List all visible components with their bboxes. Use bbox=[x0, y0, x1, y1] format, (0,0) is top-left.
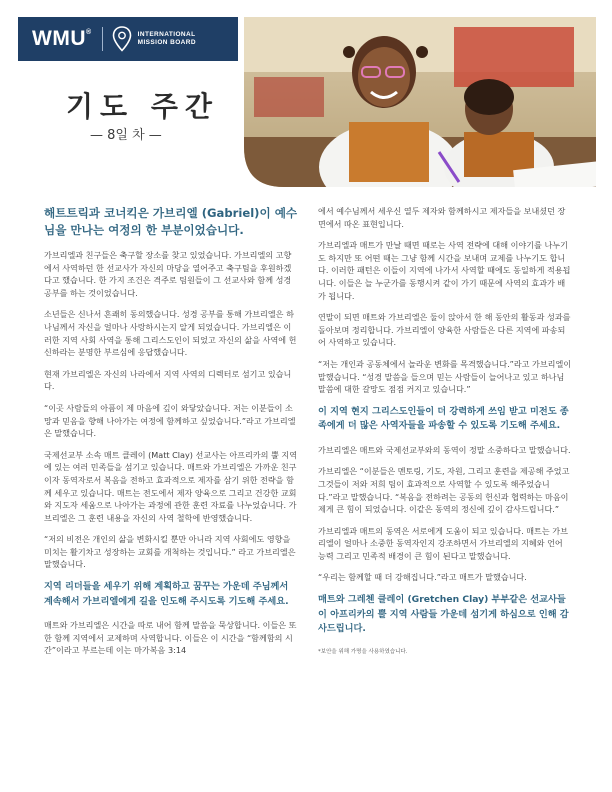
prayer-request: 이 지역 현지 그리스도인들이 더 강력하게 쓰임 받고 미전도 종족에게 더 많은 사역자들을 파송할 수 있도록 기도해 주세요. bbox=[318, 405, 569, 432]
prayer-request: 매트와 그레첸 클레이 (Gretchen Clay) 부부같은 선교사들이 아프리카의 뿔 지역 사람들 가운데 섬기게 하심으로 인해 감사드립니다. bbox=[318, 594, 569, 635]
quote-paragraph: “이곳 사람들의 아픔이 제 마음에 깊이 와닿았습니다. 저는 이분들이 소망과 믿음을 향해 나아가는 여정에 함께하고 싶었습니다.”라고 가브리엘은 말했습니다. bbox=[44, 402, 296, 439]
quote-paragraph: “저의 비전은 개인의 삶을 변화시킬 뿐만 아니라 지역 사회에도 영향을 미치는 활기차고 성장하는 교회를 개척하는 것입니다.” 라고 가브리엘은 말했습니다. bbox=[44, 534, 296, 570]
right-column bbox=[318, 205, 572, 655]
paragraph: 국제선교부 소속 매트 클레이 (Matt Clay) 선교사는 아프리카의 뿔 지역에 있는 여러 민족들을 섬기고 있습니다. 매트와 가브리엘은 가까운 친구이자 동역자로서 복음을 전하고 효과적으로 제자를 삼기 위한 전략을 함께 세우고 있습니다. 매트는 전도에서 제자 양육으로 그리고 건강한 교회와 지도자 세움으로 나아가는 과정에 관한 훈련 자료를 나누었습니다. 가브리엘은 그 훈련 내용을 자신의 사역 철학에 반영했습니다. bbox=[44, 449, 298, 523]
paragraph: 현재 가브리엘은 자신의 나라에서 지역 사역의 디렉터로 섬기고 있습니다. bbox=[44, 368, 292, 392]
header bbox=[0, 0, 612, 190]
paragraph: 가브리엘은 매트와 국제선교부와의 동역이 정말 소중하다고 말했습니다. bbox=[318, 444, 571, 455]
classroom-children-photo bbox=[244, 17, 596, 187]
paragraph: 가브리엘과 매트가 만날 때면 때로는 사역 전략에 대해 이야기를 나누기도 하지만 또 어떤 때는 그냥 함께 시간을 보내며 교제를 나누기도 합니다. 이러한 패턴은 이들이 지역에 나가서 사역할 때에도 동일하게 적용됩니다. 이들은 늘 누군가를 동행시켜 같이 가기 때문에 사역의 효과가 배가 됩니다. bbox=[318, 240, 571, 301]
logo-divider bbox=[102, 27, 103, 51]
lead-heading: 해트트릭과 코너킥은 가브리엘 (Gabriel)이 예수님을 만나는 여정의 한 부분이었습니다. bbox=[44, 206, 298, 237]
paragraph: 매트와 가브리엘은 시간을 따로 내어 함께 말씀을 묵상합니다. 이들은 또한 함께 지역에서 교제하며 사역합니다. 이들은 이 시간을 “함께함의 시간”이라고 부르는데 이는 마가복음 3:14 bbox=[44, 620, 297, 656]
left-column bbox=[44, 205, 298, 666]
logo-bar bbox=[18, 17, 238, 61]
footnote: *보안을 위해 가명을 사용하였습니다. bbox=[318, 648, 408, 655]
paragraph: 연말이 되면 매트와 가브리엘은 둘이 앉아서 한 해 동안의 활동과 성과를 돌아보며 정리합니다. 가브리엘이 양육한 사람들은 다른 지역에 파송되어 사역하고 있습니다. bbox=[318, 312, 571, 348]
quote-paragraph: “우리는 함께할 때 더 강해집니다.”라고 매트가 말했습니다. bbox=[318, 572, 527, 583]
page-title: 기도 주간 bbox=[66, 90, 219, 123]
quote-paragraph: “저는 개인과 공동체에서 놀라운 변화를 목격했습니다.”라고 가브리엘이 말했습니다. “성경 말씀을 들으며 믿는 사람들이 늘어나고 있고 하나님 말씀에 대한 갈망도 점점 커지고 있습니다.” bbox=[318, 358, 572, 395]
prayer-request: 지역 리더들을 세우기 위해 계획하고 꿈꾸는 가운데 주님께서 계속해서 가브리엘에게 길을 인도해 주시도록 기도해 주세요. bbox=[44, 581, 289, 607]
paragraph: 가브리엘과 매트의 동역은 서로에게 도움이 되고 있습니다. 매트는 가브리엘이 얼마나 소중한 동역자인지 강조하면서 가브리엘의 지혜와 언어 능력 그리고 민족적 배경이 큰 힘이 된다고 말했습니다. bbox=[318, 525, 568, 561]
imb-logo-text: INTERNATIONAL MISSION BOARD bbox=[137, 31, 196, 46]
quote-paragraph: 가브리엘은 “이분들은 멘토링, 기도, 자원, 그리고 훈련을 제공해 주었고 그것들이 저와 저희 팀이 효과적으로 사역할 수 있도록 해주었습니다.”라고 말했습니다. “복음을 전하려는 공동의 헌신과 협력하는 마음이 제게 큰 힘이 되었습니다. 이같은 동역의 정신에 깊이 감사드립니다.” bbox=[318, 466, 570, 515]
paragraph: 에서 예수님께서 세우신 열두 제자와 함께하시고 제자들을 보내셨던 장면에서 따온 표현입니다. bbox=[318, 206, 566, 229]
page-subtitle: — 8일 차 — bbox=[90, 128, 162, 143]
paragraph: 가브리엘과 친구들은 축구할 장소를 찾고 있었습니다. 가브리엘의 고향에서 사역하던 한 선교사가 자신의 마당을 열어주고 축구팀을 후원하겠다고 했습니다. 한 가지 조건은 격주로 팀원들이 그 선교사와 함께 성경 공부를 하는 것이었습니다. bbox=[44, 250, 292, 298]
map-pin-icon bbox=[112, 26, 132, 52]
wmu-logo: WMU® bbox=[32, 27, 92, 50]
paragraph: 소년들은 신나서 흔쾌히 동의했습니다. 성경 공부를 통해 가브리엘은 하나님께서 자신을 얼마나 사랑하시는지 알게 되었습니다. 가브리엘은 이러한 지역 사회 사역을 통해 그리스도인이 되었고 자신의 삶을 사역에 헌신하라는 분명한 부르심에 응답했습니다. bbox=[44, 309, 297, 358]
